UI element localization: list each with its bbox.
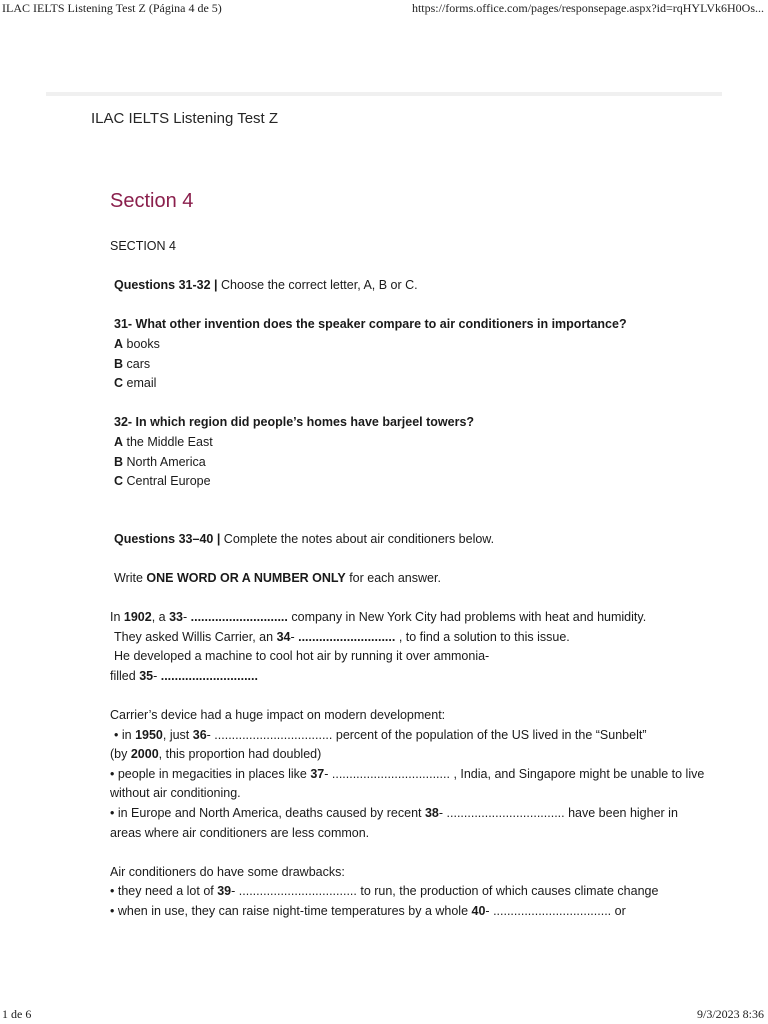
answer-blank-37: .................................. <box>331 766 450 781</box>
note-33: In 1902, a 33- ............................ company in New York City had problems with heat and humidity. <box>110 610 647 625</box>
answer-blank-33: ............................ <box>190 610 288 625</box>
note-39: • they need a lot of 39- .................................. to run, the production of which causes climate change <box>110 884 659 899</box>
answer-blank-40: .................................. <box>493 904 612 918</box>
answer-blank-38: .................................. <box>446 806 565 821</box>
note-34: They asked Willis Carrier, an 34- ............................ , to find a solution to this issue. <box>114 629 570 644</box>
note-35a: He developed a machine to cool hot air by running it over ammonia- <box>114 649 490 664</box>
answer-blank-34: ............................ <box>298 629 396 644</box>
q31-option-b: B cars <box>114 356 151 371</box>
q32-option-b: B North America <box>114 454 206 469</box>
q31-32-heading: Questions 31-32 | <box>114 278 218 293</box>
note-38: • in Europe and North America, deaths caused by recent 38- .................................. have been higher in areas where air conditioners are less common. <box>110 806 678 840</box>
section-label: SECTION 4 <box>110 239 176 253</box>
print-header <box>0 0 768 16</box>
q32-option-a: A the Middle East <box>114 434 213 449</box>
note-37: • people in megacities in places like 37- .................................. , India, and Singapore might be unable to live without air conditioning. <box>110 766 705 801</box>
q31-question: 31- What other invention does the speaker compare to air conditioners in importance? <box>114 317 627 332</box>
answer-blank-35: ............................ <box>160 668 258 683</box>
note-drawbacks-heading: Air conditioners do have some drawbacks: <box>110 864 345 879</box>
print-footer <box>0 1006 768 1022</box>
answer-blank-36: .................................. <box>214 727 333 742</box>
q31-32-instructions: Questions 31-32 | Choose the correct letter, A, B or C. <box>114 278 418 293</box>
q33-40-heading: Questions 33–40 | <box>114 531 221 546</box>
q32-option-c: C Central Europe <box>114 474 211 489</box>
note-36: • in 1950, just 36- .................................. percent of the population of the US lived in the “Sunbelt” <box>114 727 647 742</box>
q31-option-c: C email <box>114 376 157 391</box>
print-page-title: ILAC IELTS Listening Test Z (Página 4 de 5) <box>2 1 222 15</box>
print-datetime: 9/3/2023 8:36 <box>696 1007 764 1021</box>
section-content <box>110 237 710 922</box>
q31-option-a: A books <box>114 336 160 351</box>
form-title: ILAC IELTS Listening Test Z <box>91 110 279 127</box>
q33-40-instructions: Questions 33–40 | Complete the notes about air conditioners below. <box>114 531 495 546</box>
print-url: https://forms.office.com/pages/responsepage.aspx?id=rqHYLVk6H0Os... <box>411 1 764 15</box>
note-impact-heading: Carrier’s device had a huge impact on modern development: <box>110 708 446 723</box>
answer-blank-39: .................................. <box>238 884 357 899</box>
print-page-number: 1 de 6 <box>2 1007 32 1021</box>
note-35: filled 35- ............................ <box>110 668 258 683</box>
q32-question: 32- In which region did people’s homes have barjeel towers? <box>114 415 475 430</box>
word-limit-instruction: Write ONE WORD OR A NUMBER ONLY for each answer. <box>114 570 441 585</box>
section-title: Section 4 <box>110 190 194 212</box>
form-card <box>46 92 722 1008</box>
note-36b: (by 2000, this proportion had doubled) <box>110 747 322 762</box>
note-40: • when in use, they can raise night-time temperatures by a whole 40- .................................. or <box>110 904 626 918</box>
